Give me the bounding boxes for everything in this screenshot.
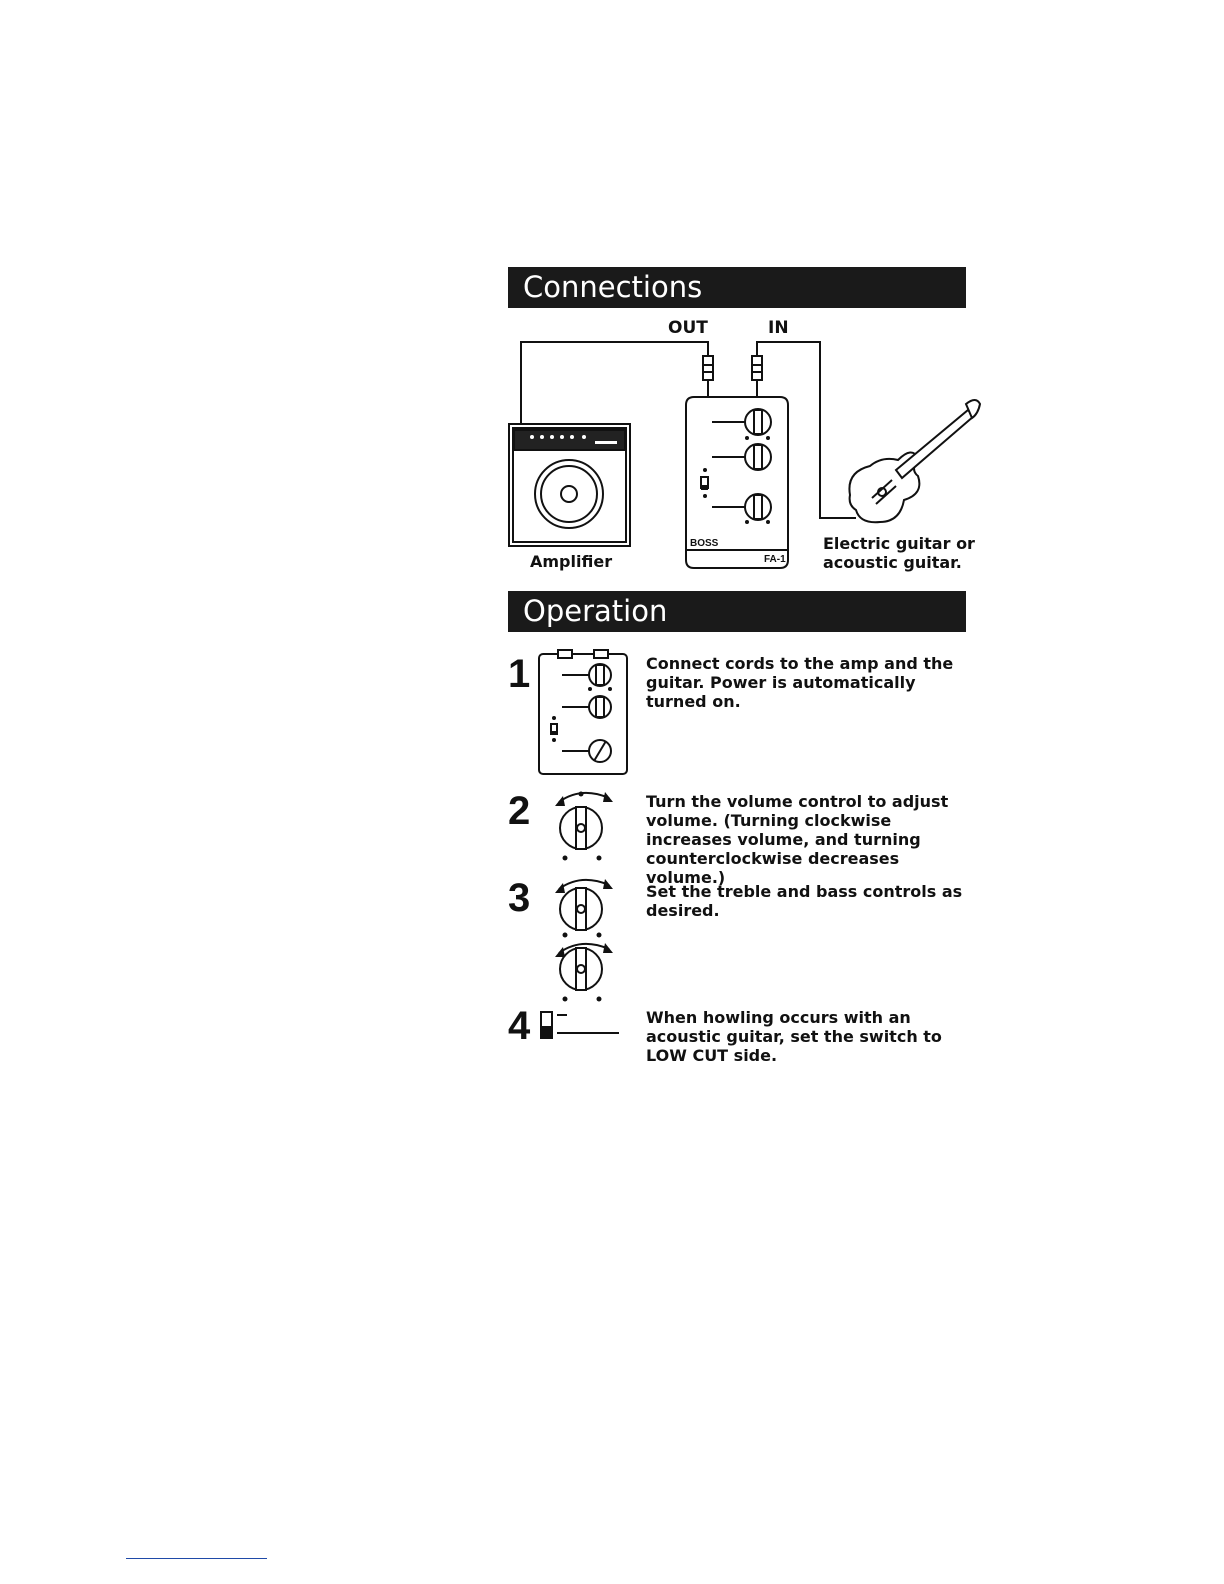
step-1-number: 1 <box>508 652 531 696</box>
step-1-device-icon <box>538 648 630 776</box>
operation-heading: Operation <box>508 591 966 632</box>
guitar-label-line2: acoustic guitar. <box>823 553 962 572</box>
step-4-number: 4 <box>508 1004 531 1048</box>
out-jack-label: OUT <box>668 318 708 338</box>
step-4-switch-icon <box>540 1010 626 1040</box>
device-model: FA-1 <box>764 554 786 565</box>
amp-cable <box>521 342 708 425</box>
step-2-number: 2 <box>508 789 531 833</box>
guitar-icon <box>849 400 980 522</box>
step-1-text: Connect cords to the amp and the guitar. Power is automatically turned on. <box>646 654 954 711</box>
guitar-label-line1: Electric guitar or <box>823 534 975 553</box>
out-plug-icon <box>703 356 713 400</box>
footer-rule <box>126 1558 267 1559</box>
step-2-text: Turn the volume control to adjust volume. (Turning clockwise increases volume, and turning counterclockwise decreases volume.) <box>646 792 949 887</box>
step-3-knobs-icon <box>551 873 621 1005</box>
step-2-knob-icon <box>551 784 621 864</box>
connections-heading: Connections <box>508 267 966 308</box>
device-brand: BOSS <box>690 538 719 549</box>
step-3-text: Set the treble and bass controls as desired. <box>646 882 963 920</box>
step-3-number: 3 <box>508 876 531 920</box>
in-plug-icon <box>752 356 762 400</box>
connection-diagram <box>0 0 1224 600</box>
step-4-text: When howling occurs with an acoustic guitar, set the switch to LOW CUT side. <box>646 1008 942 1065</box>
in-jack-label: IN <box>768 318 789 338</box>
amplifier-label: Amplifier <box>530 552 613 571</box>
